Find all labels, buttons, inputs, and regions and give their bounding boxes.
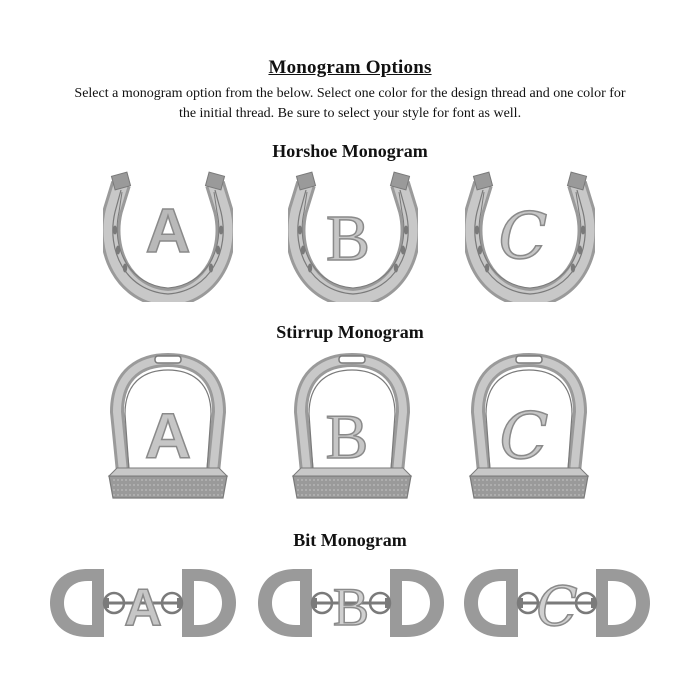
stirrup-option-a[interactable] xyxy=(103,352,233,504)
monogram-letter: C xyxy=(499,400,549,474)
stirrup-option-c[interactable] xyxy=(464,352,594,504)
stirrup-icon xyxy=(464,352,594,504)
bit-option-c[interactable] xyxy=(462,565,652,641)
monogram-letter: A xyxy=(144,400,192,472)
bit-icon xyxy=(462,565,652,641)
monogram-letter: B xyxy=(332,577,370,637)
section-title-stirrup: Stirrup Monogram xyxy=(276,322,424,342)
horseshoe-icon xyxy=(465,170,595,302)
bit-option-a[interactable] xyxy=(48,565,238,641)
monogram-letter: B xyxy=(325,401,369,472)
monogram-letter: A xyxy=(145,197,191,266)
horseshoe-option-b[interactable] xyxy=(288,170,418,302)
section-title-horseshoe: Horshoe Monogram xyxy=(272,141,428,161)
bit-icon xyxy=(256,565,446,641)
bit-icon xyxy=(48,565,238,641)
horseshoe-icon xyxy=(288,170,418,302)
horseshoe-option-c[interactable] xyxy=(465,170,595,302)
bit-row xyxy=(0,565,700,645)
monogram-letter: B xyxy=(325,202,371,275)
page-title: Monogram Options xyxy=(268,57,432,78)
monogram-letter: C xyxy=(536,575,578,638)
section-title-bit: Bit Monogram xyxy=(293,530,407,550)
stirrup-icon xyxy=(103,352,233,504)
intro-text: Select a monogram option from the below. Select one color for the design thread and one color for the initial thread. Be sure to select your style for font as well. xyxy=(74,86,626,121)
stirrup-row xyxy=(0,352,700,507)
monogram-letter: A xyxy=(124,579,162,637)
monogram-letter: C xyxy=(498,200,548,274)
bit-option-b[interactable] xyxy=(256,565,446,641)
horseshoe-option-a[interactable] xyxy=(103,170,233,302)
horseshoe-row xyxy=(0,170,700,305)
stirrup-icon xyxy=(287,352,417,504)
stirrup-option-b[interactable] xyxy=(287,352,417,504)
horseshoe-icon xyxy=(103,170,233,302)
